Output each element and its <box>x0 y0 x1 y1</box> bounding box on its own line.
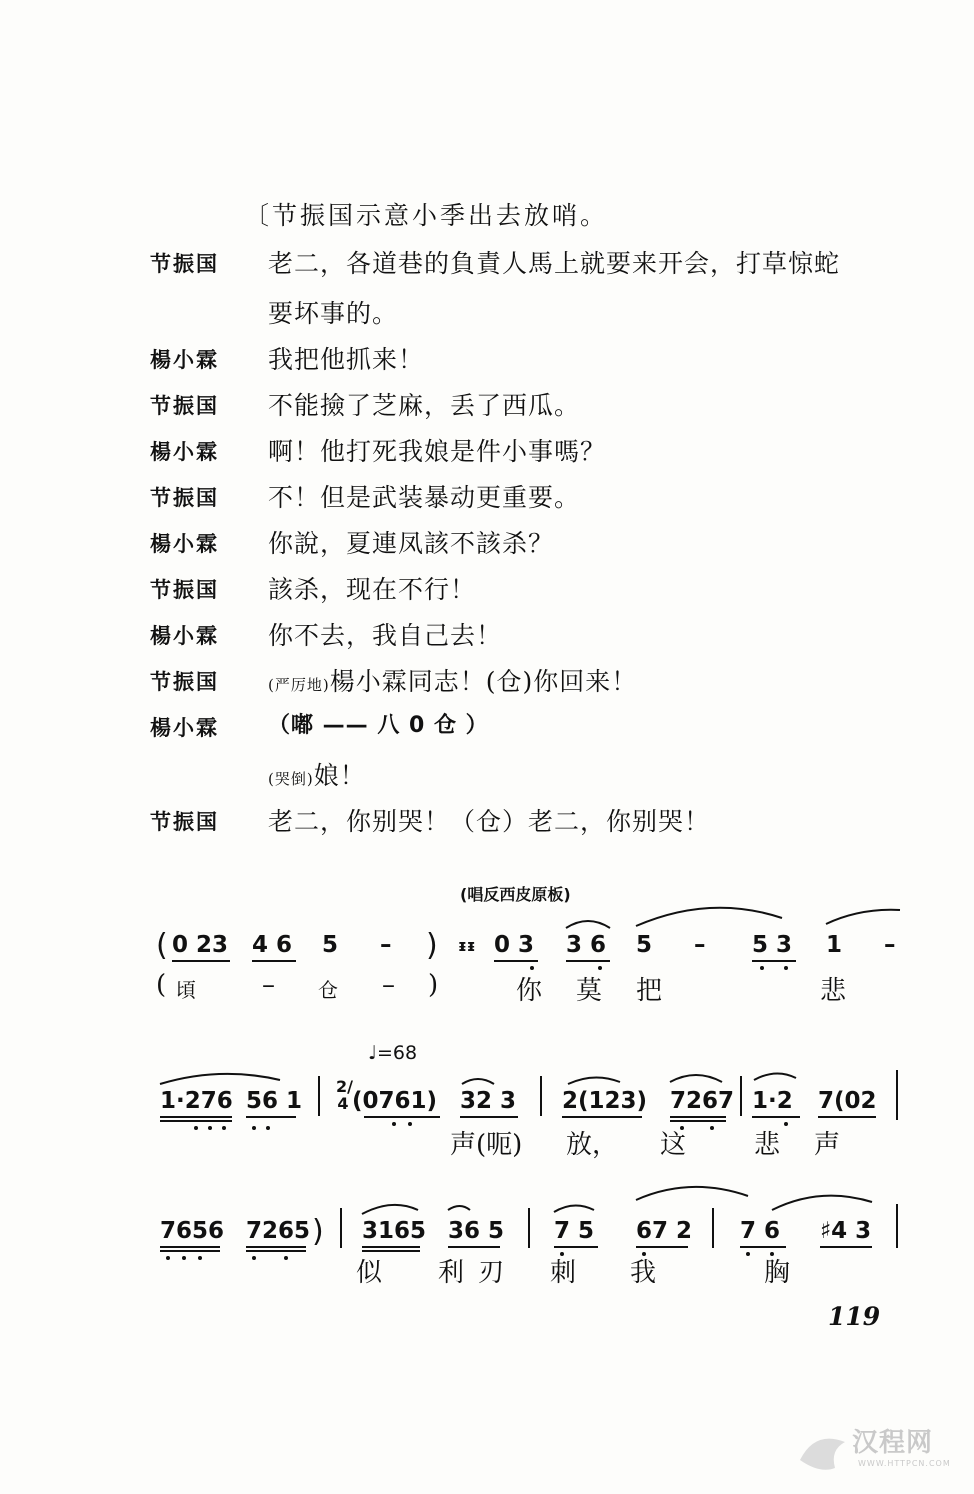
octave-dot <box>194 1126 198 1130</box>
rhythm-underline <box>448 1246 500 1248</box>
slur <box>160 1074 280 1084</box>
octave-dot <box>392 1122 396 1126</box>
barline <box>340 1208 342 1248</box>
rhythm-underline <box>554 1246 598 1248</box>
notation-token: 5 3 <box>752 932 793 958</box>
speech-text: 你不去，我自己去！ <box>268 621 503 650</box>
octave-dot <box>284 1256 288 1260</box>
rhythm-underline <box>364 1116 440 1118</box>
notation-token: 36 5 <box>448 1218 505 1244</box>
speech-text: 不能撿了芝麻，丢了西瓜。 <box>268 391 581 420</box>
notation-token: – <box>380 932 392 958</box>
speaker-name: 节振国 <box>150 252 219 276</box>
rhythm-underline <box>246 1246 306 1248</box>
barline <box>896 1204 898 1248</box>
speech-text: 我把他抓来！ <box>268 345 425 374</box>
slur <box>568 1077 620 1084</box>
lyric-token: 我 <box>630 1258 657 1288</box>
dialogue-line <box>268 756 366 792</box>
rhythm-underline <box>160 1116 232 1118</box>
lyric-token: 悲 <box>820 976 847 1006</box>
notation-token: 5 <box>322 932 339 958</box>
octave-dot <box>598 966 602 970</box>
notation-token: 67 2 <box>636 1218 693 1244</box>
notation-token: 1·2 <box>752 1088 793 1114</box>
rhythm-underline <box>818 1116 876 1118</box>
speech-text: 老二，你别哭！（仓）老二，你别哭！ <box>268 807 711 836</box>
notation-token: 56 1 <box>246 1088 303 1114</box>
tempo-marking: ♩=68 <box>368 1042 418 1064</box>
rhythm-underline <box>160 1246 220 1248</box>
speech-text: 啊！他打死我娘是件小事嗎？ <box>268 437 607 466</box>
page-number: 119 <box>828 1302 881 1331</box>
lyric-token: ) <box>428 970 439 1000</box>
lyric-token: ( <box>156 970 167 1000</box>
speech-text: 不！但是武装暴动更重要。 <box>268 483 581 512</box>
speaker-name: 楊小霖 <box>150 716 219 740</box>
slur <box>826 910 900 924</box>
watermark-text: 汉程网 <box>852 1428 934 1458</box>
lyric-token: 放， <box>566 1130 619 1160</box>
barline <box>712 1208 714 1248</box>
rhythm-underline <box>562 1116 642 1118</box>
rhythm-underline <box>670 1116 726 1118</box>
notation-token: 0 3 <box>494 932 535 958</box>
notation-token: 5 <box>636 932 653 958</box>
lyric-token: – <box>382 970 395 1000</box>
speaker-name: 节振国 <box>150 810 219 834</box>
octave-dot <box>710 1126 714 1130</box>
lyric-token: 声 <box>814 1130 841 1160</box>
octave-dot <box>208 1126 212 1130</box>
rhythm-underline <box>636 1246 688 1248</box>
notation-token: – <box>694 932 706 958</box>
octave-dot <box>770 1252 774 1256</box>
notation-token: 3 6 <box>566 932 607 958</box>
speech-text: 該杀，现在不行！ <box>268 575 477 604</box>
rhythm-underline <box>362 1246 420 1248</box>
octave-dot <box>266 1126 270 1130</box>
speech-continuation: 要坏事的。 <box>268 299 399 328</box>
lyric-token: 你 <box>516 976 543 1006</box>
lyric-token: 悲 <box>754 1130 781 1160</box>
stage-note: (哭倒) <box>268 770 314 788</box>
speaker-name: 楊小霖 <box>150 348 219 372</box>
rhythm-underline <box>460 1116 518 1118</box>
speaker-name: 楊小霖 <box>150 440 219 464</box>
speaker-name: 楊小霖 <box>150 624 219 648</box>
octave-dot <box>198 1256 202 1260</box>
barline <box>540 1076 542 1116</box>
lyric-token: 莫 <box>576 976 603 1006</box>
slur <box>772 1196 872 1210</box>
notation-token: 2(123) <box>562 1088 648 1114</box>
lyric-token: 把 <box>636 976 663 1006</box>
slur <box>566 921 610 928</box>
barline <box>896 1070 898 1120</box>
speech-body: 楊小霖同志！(仓)你回来！ <box>329 667 638 696</box>
octave-dot <box>252 1256 256 1260</box>
rhythm-underline <box>362 1250 420 1252</box>
speaker-name: 节振国 <box>150 486 219 510</box>
watermark-url: WWW.HTTPCN.COM <box>858 1459 951 1468</box>
slur <box>636 908 782 926</box>
barline <box>528 1208 530 1248</box>
time-signature-value: 2/4 <box>336 1077 353 1113</box>
notation-token: 7(02 <box>818 1088 877 1114</box>
notation-token: 7267 <box>670 1088 735 1114</box>
lyric-token: 这 <box>660 1130 687 1160</box>
octave-dot <box>642 1252 646 1256</box>
notation-token: 1 <box>826 932 843 958</box>
rhythm-underline <box>494 960 538 962</box>
slur <box>462 1079 494 1084</box>
rhythm-underline <box>246 1250 306 1252</box>
notation-token: ) <box>426 928 438 963</box>
notation-token: 1·276 <box>160 1088 233 1114</box>
lyric-token: 似 <box>356 1258 383 1288</box>
octave-dot <box>784 1122 788 1126</box>
slur <box>670 1075 722 1082</box>
lyric-token: 刃 <box>478 1258 505 1288</box>
rhythm-underline <box>160 1120 232 1122</box>
rhythm-underline <box>752 1116 800 1118</box>
rhythm-underline <box>252 960 296 962</box>
slur <box>636 1187 748 1200</box>
slur <box>362 1205 418 1214</box>
notation-token: 0 23 <box>172 932 229 958</box>
notation-token: 7656 <box>160 1218 225 1244</box>
barline <box>740 1076 742 1116</box>
barline <box>318 1076 320 1116</box>
lyric-token: 頃 <box>176 978 196 1002</box>
time-signature <box>336 1077 353 1113</box>
octave-dot <box>760 966 764 970</box>
speech-text <box>268 662 637 698</box>
percussion-cue: （嘟 —— 八 0 仓 ） <box>268 713 489 738</box>
notation-token: 3165 <box>362 1218 427 1244</box>
speaker-name: 楊小霖 <box>150 532 219 556</box>
speaker-name: 节振国 <box>150 394 219 418</box>
speech-text: 你說，夏連凤該不該杀？ <box>268 529 555 558</box>
notation-token: (0761) <box>352 1088 438 1114</box>
octave-dot <box>252 1126 256 1130</box>
lyric-token: – <box>262 970 275 1000</box>
notation-token: 32 3 <box>460 1088 517 1114</box>
octave-dot <box>408 1122 412 1126</box>
speaker-name: 节振国 <box>150 578 219 602</box>
lyric-token: 仓 <box>318 978 338 1002</box>
rhythm-underline <box>566 960 610 962</box>
notation-token: ᵻᵻ <box>458 936 476 955</box>
notation-token: 7 5 <box>554 1218 595 1244</box>
octave-dot <box>784 966 788 970</box>
stage-note: (严厉地) <box>268 676 330 694</box>
octave-dot <box>680 1126 684 1130</box>
octave-dot <box>222 1126 226 1130</box>
notation-token: 4 6 <box>252 932 293 958</box>
notation-token: 7265 <box>246 1218 311 1244</box>
rhythm-underline <box>752 960 796 962</box>
slur <box>754 1073 796 1080</box>
notation-token: – <box>884 932 896 958</box>
octave-dot <box>560 1252 564 1256</box>
speech-body: 娘！ <box>313 761 366 790</box>
rhythm-underline <box>740 1246 786 1248</box>
rhythm-underline <box>172 960 230 962</box>
rhythm-underline <box>246 1116 296 1118</box>
lyric-token: 声(呃) <box>450 1130 523 1160</box>
notation-token: 7 6 <box>740 1218 781 1244</box>
notation-token: ( <box>156 928 168 963</box>
slur <box>448 1206 470 1210</box>
rhythm-underline <box>160 1250 220 1252</box>
lyric-token: 刺 <box>550 1258 577 1288</box>
lyric-token: 利 <box>438 1258 465 1288</box>
rhythm-underline <box>670 1120 726 1122</box>
octave-dot <box>530 966 534 970</box>
octave-dot <box>166 1256 170 1260</box>
aria-heading: (唱反西皮原板) <box>460 885 571 904</box>
speaker-name: 节振国 <box>150 670 219 694</box>
notation-token: ) <box>312 1214 324 1249</box>
speech-text: 老二，各道巷的負責人馬上就要来开会，打草惊蛇 <box>268 249 841 278</box>
rhythm-underline <box>820 1246 872 1248</box>
lyric-token: 胸 <box>764 1258 791 1288</box>
slur <box>554 1205 594 1212</box>
octave-dot <box>182 1256 186 1260</box>
octave-dot <box>746 1252 750 1256</box>
stage-direction: 〔节振国示意小季出去放哨。 <box>244 201 609 230</box>
notation-token: ♯4 3 <box>820 1218 872 1244</box>
